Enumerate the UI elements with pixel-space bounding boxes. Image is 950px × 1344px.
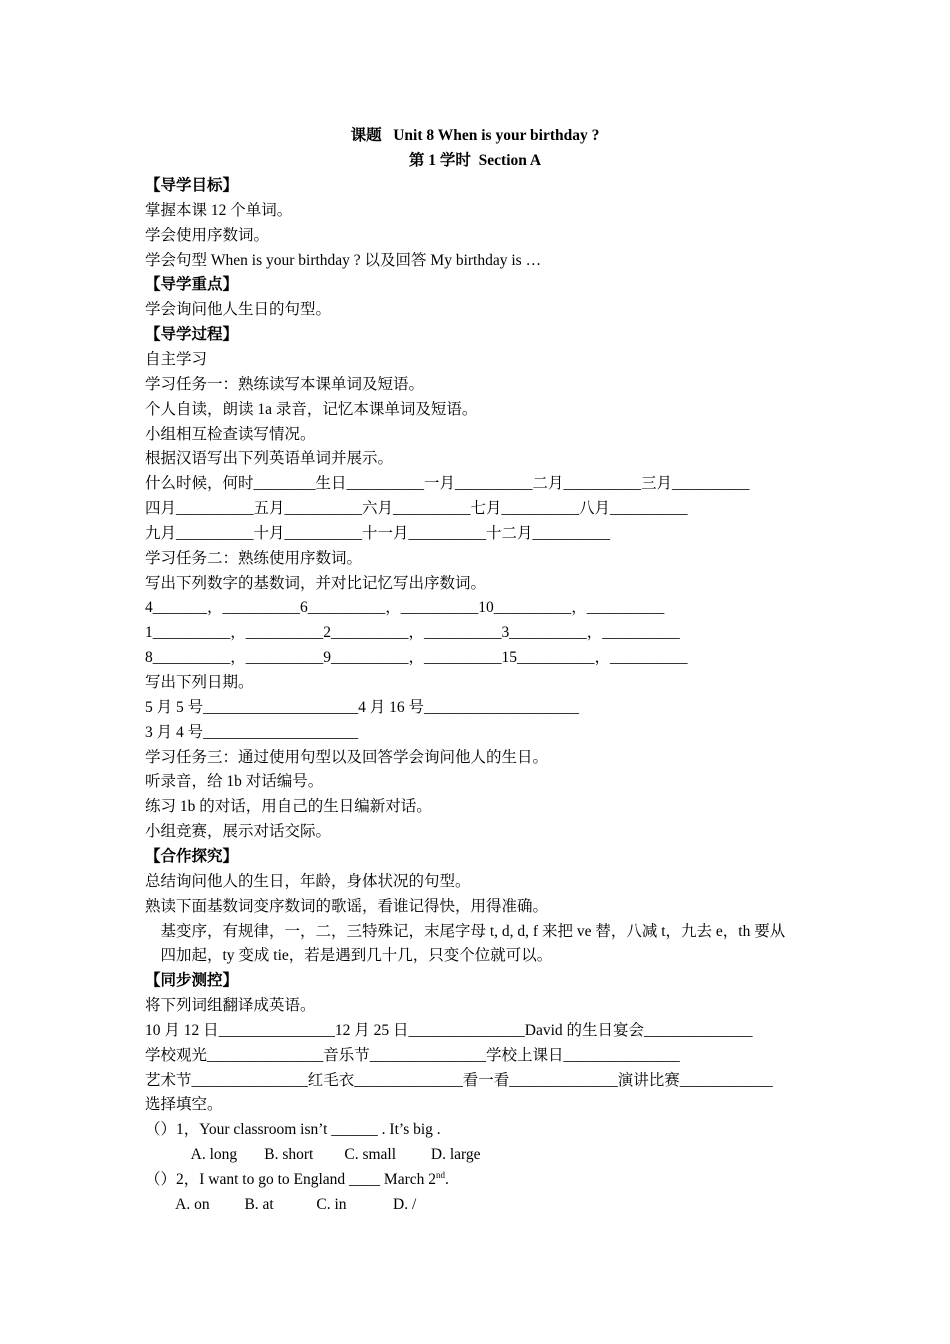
text-line: 将下列词组翻译成英语。	[145, 997, 316, 1015]
question-2: （）2，I want to go to England ____ March 2nd.	[145, 1169, 449, 1188]
text-line: 小组相互检查读写情况。	[145, 425, 316, 443]
text-line: 熟读下面基数词变序数词的歌谣，看谁记得快，用得准确。	[145, 897, 549, 915]
text-line: 1__________，__________2__________，__________3__________，__________	[145, 624, 680, 642]
superscript-nd: nd	[436, 1169, 446, 1180]
text-line: 四月__________五月__________六月__________七月__________八月__________	[145, 500, 688, 518]
text-line: 5 月 5 号____________________4 月 16 号____________________	[145, 698, 580, 716]
text-line: 写出下列日期。	[145, 674, 254, 691]
section-heading: 【导学重点】	[145, 276, 239, 294]
text-line: 学习任务二：熟练使用序数词。	[145, 549, 363, 567]
question-2-options: A. on B. at C. in D. /	[145, 1195, 417, 1213]
text-line: 学校观光_______________音乐节_______________学校上课日_______________	[145, 1046, 680, 1064]
text-line: 个人自读，朗读 1a 录音，记忆本课单词及短语。	[145, 400, 478, 418]
text-line: 四加起，ty 变成 tie，若是遇到几十几，只变个位就可以。	[145, 947, 553, 965]
text-line: 基变序，有规律，一，二，三特殊记，末尾字母 t, d, d, f 来把 ve 替，八减 t，九去 e，th 要从	[145, 922, 786, 940]
text-line: 总结询问他人的生日，年龄，身体状况的句型。	[145, 872, 471, 890]
section-heading: 【合作探究】	[145, 847, 239, 865]
text-line: 艺术节_______________红毛衣______________看一看______________演讲比赛____________	[145, 1071, 773, 1089]
text-line: 3 月 4 号____________________	[145, 723, 359, 741]
text-line: A. long B. short C. small D. large	[145, 1146, 481, 1164]
text-line: 10 月 12 日_______________12 月 25 日_______________David 的生日宴会______________	[145, 1021, 753, 1039]
text-line: 4_______，__________6__________，__________10__________，__________	[145, 599, 665, 617]
text-line: 选择填空。	[145, 1096, 223, 1114]
section-heading: 【导学过程】	[145, 326, 239, 344]
text-line: 学会句型 When is your birthday ? 以及回答 My birthday is …	[145, 251, 542, 269]
text-line: 学会询问他人生日的句型。	[145, 301, 332, 319]
section-heading: 【同步测控】	[145, 972, 239, 990]
text-line: 九月__________十月__________十一月__________十二月__________	[145, 524, 611, 542]
text-line: 什么时候，何时________生日__________一月__________二月__________三月__________	[145, 475, 750, 493]
text-line: 听录音，给 1b 对话编号。	[145, 773, 324, 791]
text-line: 8__________，__________9__________，__________15__________，__________	[145, 649, 688, 667]
text-line: 练习 1b 的对话，用自己的生日编新对话。	[145, 798, 432, 816]
text-line: 写出下列数字的基数词，并对比记忆写出序数词。	[145, 574, 487, 592]
text-line: 小组竞赛，展示对话交际。	[145, 823, 332, 841]
text-line: 学习任务一：熟练读写本课单词及短语。	[145, 375, 425, 393]
text-line: 自主学习	[145, 350, 208, 368]
lesson-title: 课题 Unit 8 When is your birthday ?	[350, 127, 600, 144]
text-line: 根据汉语写出下列英语单词并展示。	[145, 450, 394, 468]
text-line: 学会使用序数词。	[145, 226, 270, 244]
text-line: 学习任务三：通过使用句型以及回答学会询问他人的生日。	[145, 748, 549, 766]
text-line: （）1，Your classroom isn’t ______ . It’s big .	[145, 1121, 441, 1139]
section-heading: 【导学目标】	[145, 177, 239, 194]
text-line: 掌握本课 12 个单词。	[145, 201, 293, 219]
lesson-subtitle: 第 1 学时 Section A	[408, 152, 542, 169]
